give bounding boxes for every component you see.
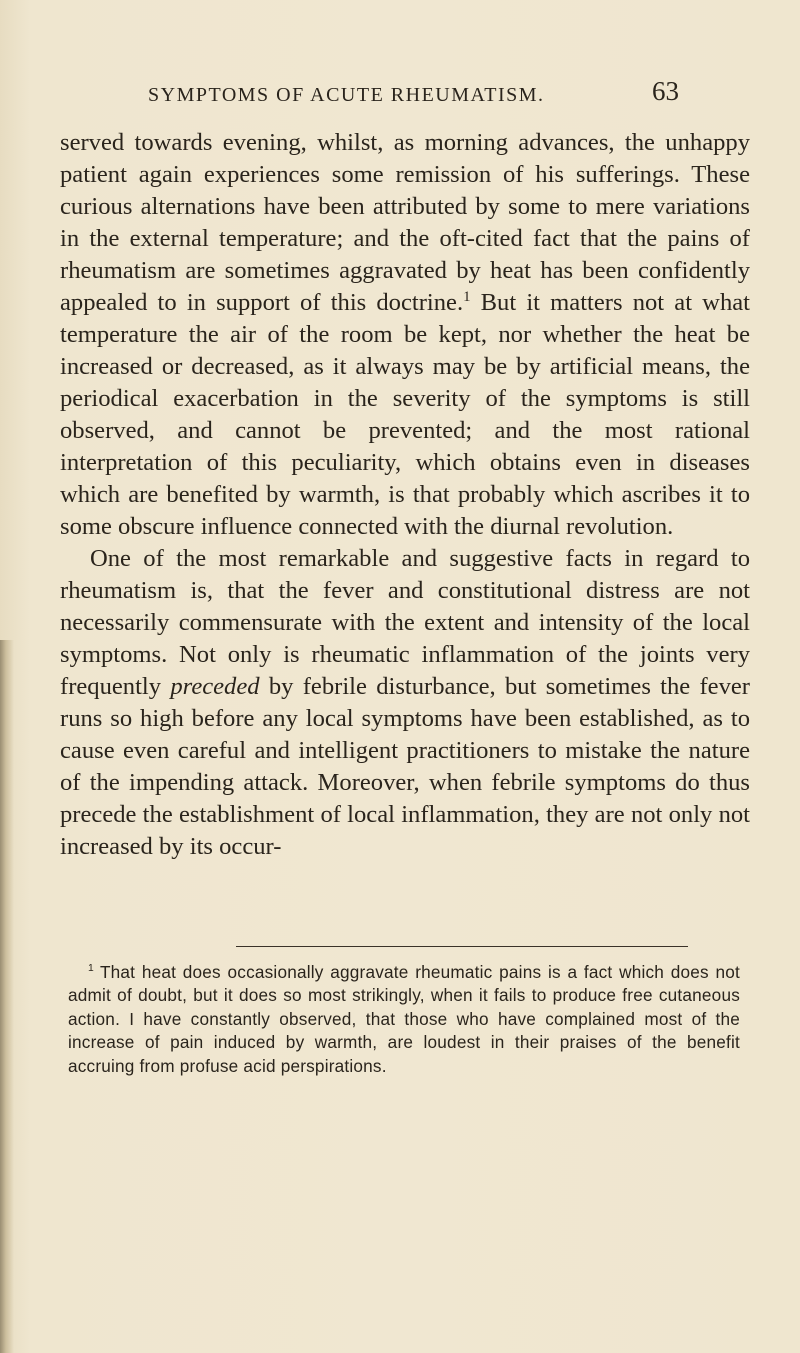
footnote-marker: 1 [88,963,94,975]
binding-shadow [0,640,14,1353]
paragraph-2 [60,543,750,863]
paragraph-1 [60,127,750,543]
footnote-text: That heat does occasionally aggravate rheumatic pains is a fact which does not admit of doubt, but it does so most strikingly, when it fails to produce free cutaneous action. I have constantly observed, that those who have complained most of the increase of pain induced by warmth, are loudest in their praises of the benefit accruing from profuse acid perspirations. [68,962,740,1076]
paragraph-1-text-a: served towards evening, whilst, as morning advances, the unhappy patient again experiences some remission of his sufferings. These curious alternations have been attributed by some to mere variations in the external temperature; and the oft-cited fact that the pains of rheumatism are sometimes aggravated by heat has been confidently appealed to in support of this doctrine. [60,129,750,316]
footnote-divider [236,946,688,947]
footnote-block [68,961,740,1078]
page-number: 63 [652,76,679,106]
footnote-reference: 1 [463,288,471,305]
footnote-1 [68,961,740,1078]
italic-word: preceded [170,673,260,700]
running-head: SYMPTOMS OF ACUTE RHEUMATISM. [148,84,545,106]
paragraph-2-text-b: by febrile disturbance, but sometimes the fever runs so high before any local symptoms have been established, as to cause even careful and intelligent practitioners to mistake the nature of the impending attack. Moreover, when febrile symptoms do thus precede the establishment of local inflammation, they are not only not increased by its occur- [60,673,751,860]
paragraph-2-text-a: One of the most remarkable and suggestive facts in regard to rheumatism is, that the fever and constitutional distress are not necessarily commensurate with the extent and intensity of the local symptoms. Not only is rheumatic inflammation of the joints very frequently [60,545,750,700]
main-text [60,127,750,863]
paragraph-1-text-b: But it matters not at what temperature the air of the room be kept, nor whether the heat be increased or decreased, as it always may be by artificial means, the periodical exacerbation in the severity of the symptoms is still observed, and cannot be prevented; and the most rational interpretation of this peculiarity, which obtains even in diseases which are benefited by warmth, is that probably which ascribes it to some obscure influence connected with the diurnal revolution. [60,289,750,540]
